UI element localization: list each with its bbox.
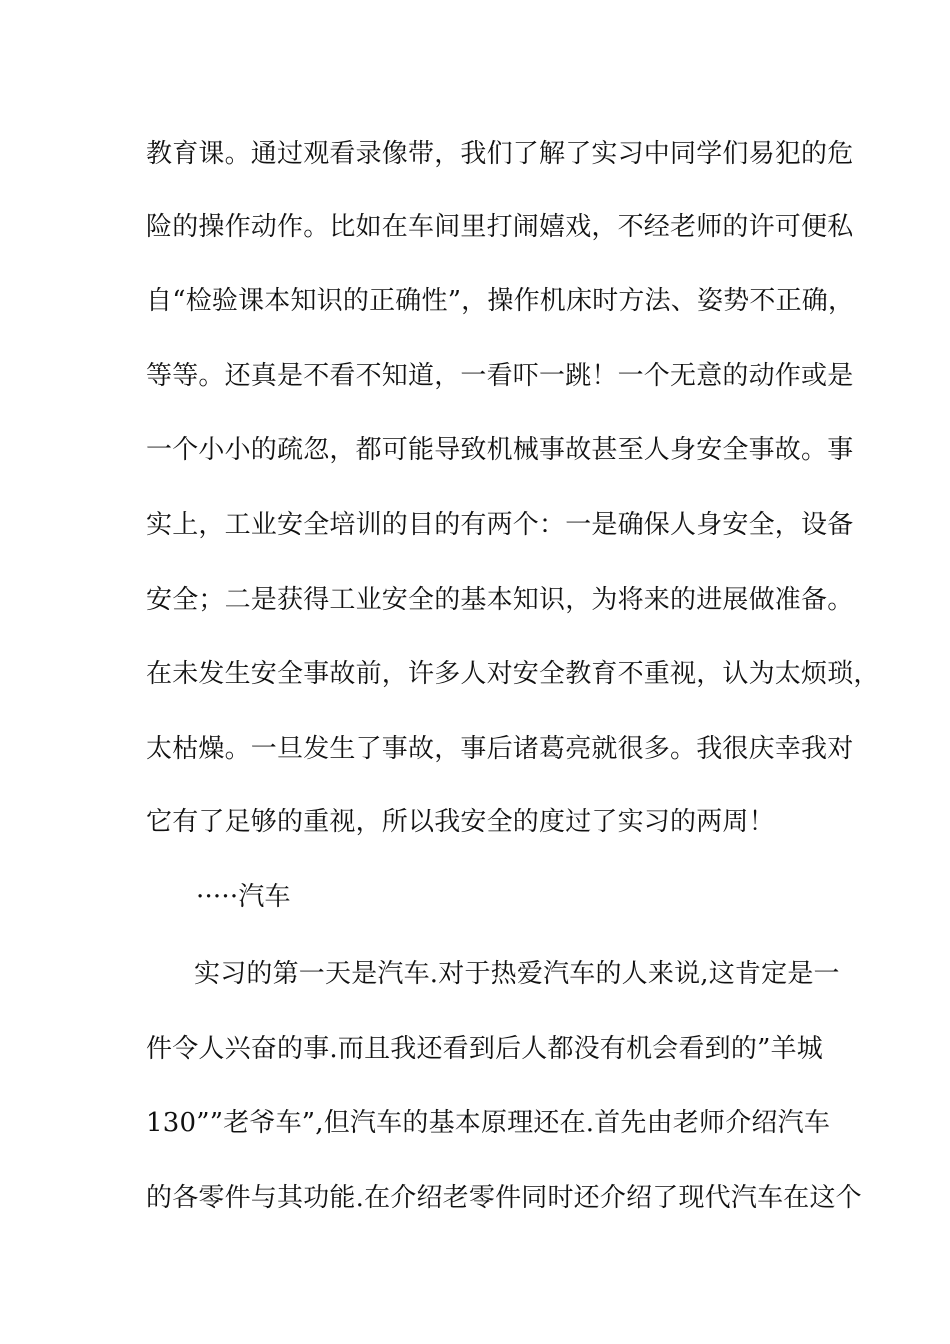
body-line-6: 实上，工业安全培训的目的有两个：一是确保人身安全，设备 <box>146 510 854 540</box>
body-line-3: 自“检验课本知识的正确性”，操作机床时方法、姿势不正确， <box>146 286 855 316</box>
body-line-10: 它有了足够的重视，所以我安全的度过了实习的两周！ <box>146 807 775 837</box>
body-line-7: 安全；二是获得工业安全的基本知识，为将来的进展做准备。 <box>146 585 854 615</box>
section-line-1: 实习的第一天是汽车.对于热爱汽车的人来说,这肯定是一 <box>194 959 840 989</box>
section-line-4: 的各零件与其功能.在介绍老零件同时还介绍了现代汽车在这个 <box>146 1183 862 1213</box>
body-line-8: 在未发生安全事故前，许多人对安全教育不重视，认为太烦琐， <box>146 659 880 689</box>
section-heading: ·····汽车 <box>196 882 291 912</box>
body-line-1: 教育课。通过观看录像带，我们了解了实习中同学们易犯的危 <box>146 139 854 169</box>
body-line-2: 险的操作动作。比如在车间里打闹嬉戏，不经老师的许可便私 <box>146 212 854 242</box>
body-line-4: 等等。还真是不看不知道，一看吓一跳！一个无意的动作或是 <box>146 361 854 391</box>
body-line-9: 太枯燥。一旦发生了事故，事后诸葛亮就很多。我很庆幸我对 <box>146 734 854 764</box>
section-line-2: 件令人兴奋的事.而且我还看到后人都没有机会看到的”羊城 <box>146 1034 823 1064</box>
body-line-5: 一个小小的疏忽，都可能导致机械事故甚至人身安全事故。事 <box>146 435 854 465</box>
section-line-3: 130””老爷车”,但汽车的基本原理还在.首先由老师介绍汽车 <box>146 1108 831 1138</box>
